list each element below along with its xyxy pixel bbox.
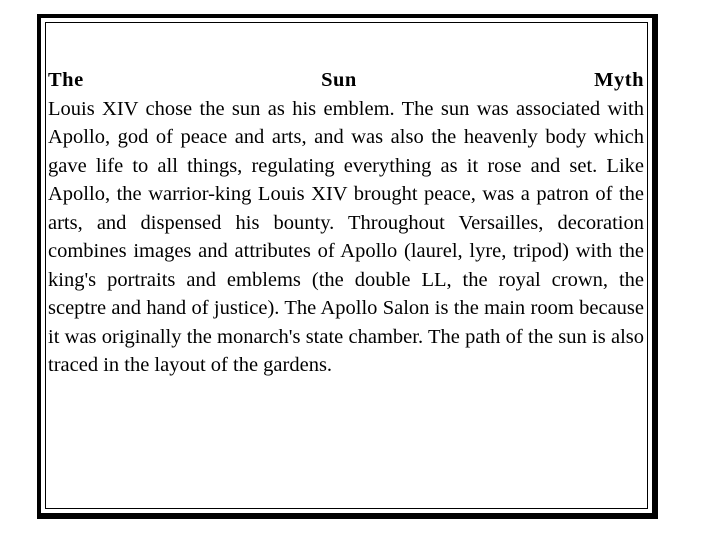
- title-word-2: Sun: [321, 69, 357, 91]
- title-word-1: The: [48, 69, 84, 91]
- body-paragraph: Louis XIV chose the sun as his emblem. The sun was associated with Apollo, god of peace and arts, and was also the heavenly body which gave life to all things, regulating everything as it rose and set. Like Apollo, the warrior-king Louis XIV brought peace, was a patron of the arts, and dispensed his bounty. Throughout Versailles, decoration combines images and attributes of Apollo (laurel, lyre, tripod) with the king's portraits and emblems (the double LL, the royal crown, the sceptre and hand of justice). The Apollo Salon is the main room because it was originally the monarch's state chamber. The path of the sun is also traced in the layout of the gardens.: [48, 97, 644, 376]
- text-block: [48, 66, 644, 380]
- slide-title: [48, 66, 644, 95]
- title-word-3: Myth: [594, 69, 644, 91]
